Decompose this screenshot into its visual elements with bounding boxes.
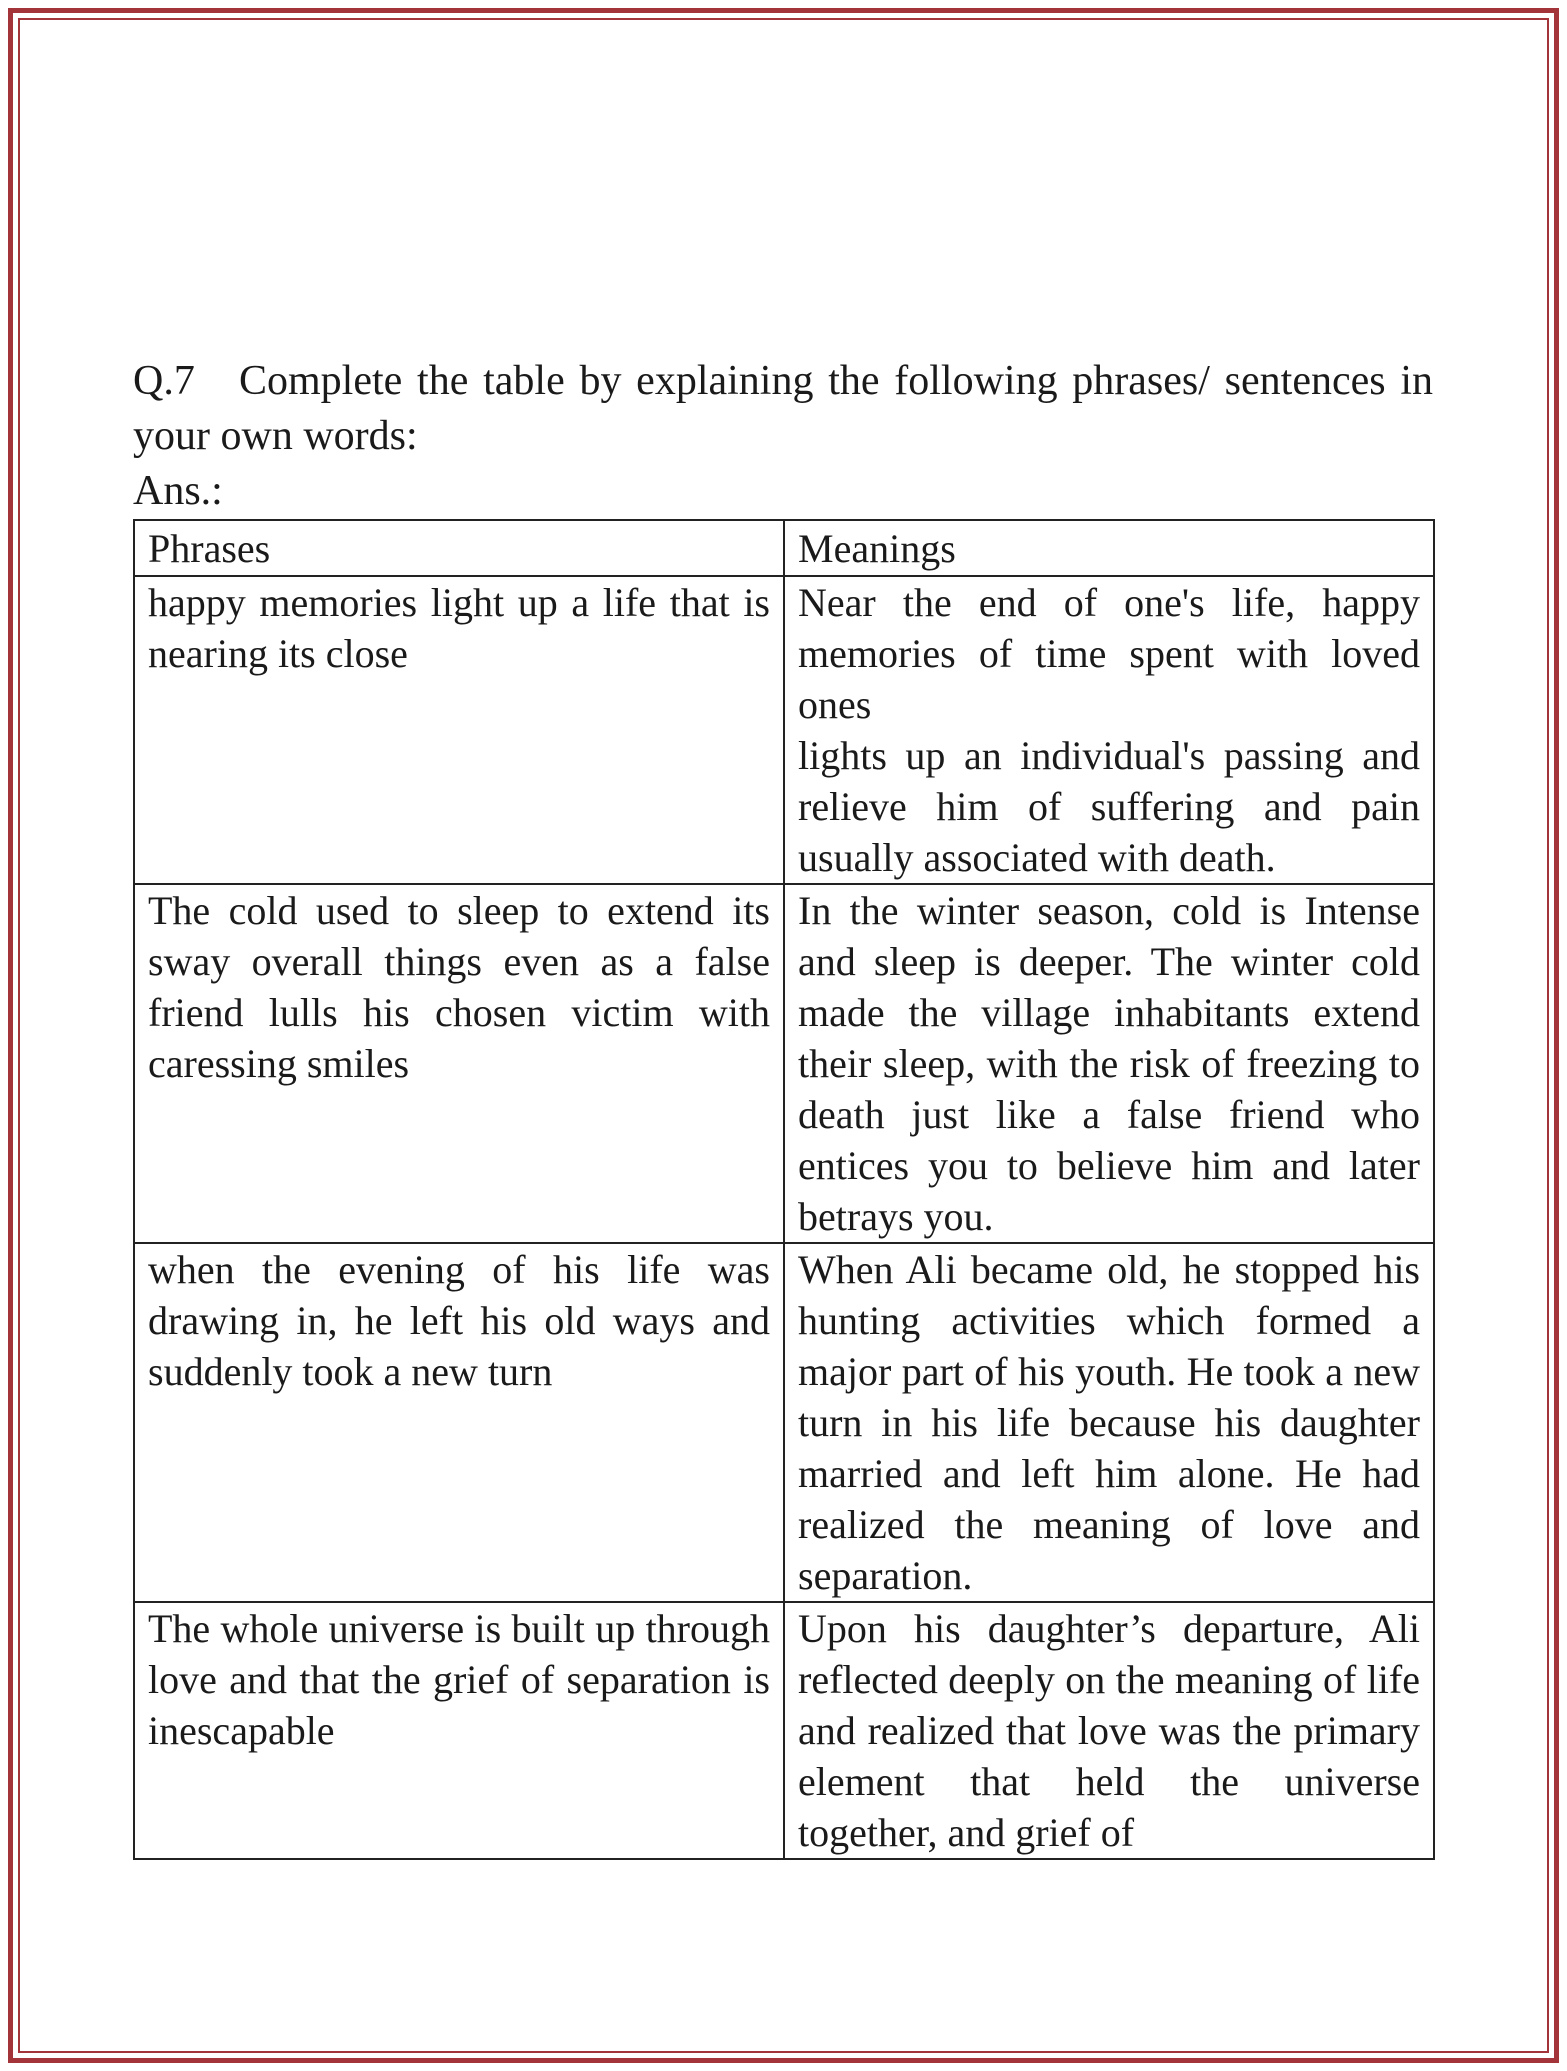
meaning-cell bbox=[784, 576, 1434, 884]
document-content bbox=[133, 354, 1433, 1860]
meaning-line: lights up an individual's passing and relieve him of suffering and pain usually associated with death. bbox=[798, 733, 1420, 880]
table-row bbox=[134, 1602, 1434, 1859]
answer-label: Ans.: bbox=[133, 468, 223, 514]
table-header-row bbox=[134, 520, 1434, 576]
phrase-cell: The cold used to sleep to extend its sway overall things even as a false friend lulls his chosen victim with caressing smiles bbox=[134, 884, 784, 1243]
table-row bbox=[134, 576, 1434, 884]
header-meanings: Meanings bbox=[784, 520, 1434, 576]
header-phrases: Phrases bbox=[134, 520, 784, 576]
table-row bbox=[134, 1243, 1434, 1602]
table-row bbox=[134, 884, 1434, 1243]
meaning-line: In the winter season, cold is Intense and sleep is deeper. The winter cold made the village inhabitants extend their sleep, with the risk of freezing to death just like a false friend who entices you to believe him and later betrays you. bbox=[798, 888, 1420, 1239]
meaning-line: Near the end of one's life, happy memories of time spent with loved ones bbox=[798, 580, 1420, 727]
question-number: Q.7 bbox=[133, 358, 195, 404]
meaning-line: When Ali became old, he stopped his hunting activities which formed a major part of his youth. He took a new turn in his life because his daughter married and left him alone. He had realized the meaning of love and separation. bbox=[798, 1247, 1420, 1598]
phrase-cell: The whole universe is built up through love and that the grief of separation is inescapable bbox=[134, 1602, 784, 1859]
question-text bbox=[133, 354, 1433, 464]
meaning-cell bbox=[784, 1602, 1434, 1859]
question-body: Complete the table by explaining the following phrases/ sentences in your own words: bbox=[133, 358, 1433, 459]
meaning-cell bbox=[784, 1243, 1434, 1602]
phrase-cell: when the evening of his life was drawing in, he left his old ways and suddenly took a new turn bbox=[134, 1243, 784, 1602]
meaning-line: Upon his daughter’s departure, Ali reflected deeply on the meaning of life and realized that love was the primary element that held the universe together, and grief of bbox=[798, 1606, 1420, 1855]
meaning-cell bbox=[784, 884, 1434, 1243]
phrase-cell: happy memories light up a life that is nearing its close bbox=[134, 576, 784, 884]
phrases-table bbox=[133, 519, 1435, 1860]
